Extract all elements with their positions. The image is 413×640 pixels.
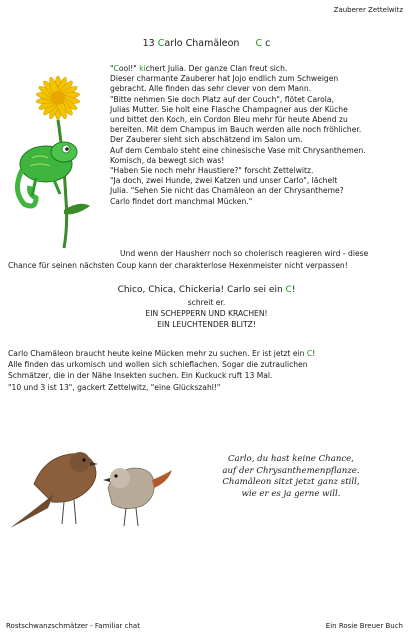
- header-label: Zauberer Zettelwitz: [333, 6, 403, 14]
- bird-right: [103, 468, 172, 526]
- paragraph-3: Carlo Chamäleon braucht heute keine Mücken mehr zu suchen. Er ist jetzt ein C! Alle finden das urkomisch und wollen sich schieflachen. Sogar die zutraulichen Schmätzer, die in der Nähe Insekten suchen. Ein Kuckuck ruft 13 Mal. "10 und 3 ist 13", gackert Zettelwitz, "eine Glückszahl!": [8, 349, 316, 392]
- chameleon: [17, 142, 77, 206]
- chrysanthemum-flower: [36, 76, 81, 120]
- chameleon-chrysanthemum-illustration: [6, 60, 106, 250]
- chat-birds-illustration: [4, 424, 174, 534]
- poem: Carlo, du hast keine Chance, auf der Chrysanthemenpflanze. Chamäleon sitzt jetzt ganz still, wie er es ja gerne will.: [222, 454, 360, 499]
- page-title: 13 Carlo Chamäleon C c: [142, 38, 271, 49]
- footer-right: Ein Rosie Breuer Buch: [325, 622, 403, 630]
- paragraph-1: "Cool!" kichert Julia. Der ganze Clan freut sich. Dieser charmante Zauberer hat Jojo endlich zum Schweigen gebracht. Alle finden das sehr clever von dem Mann. "Bitte nehmen Sie doch Platz auf der Couch", flötet Carola, Julias Mutter. Sie holt eine Flasche Champagner aus der Küche und bittet den Koch, ein Cordon Bleu mehr für heute Abend zu bereiten. Mit dem Champus im Bauch werden alle noch fröhlicher. Der Zauberer sieht sich abschätzend im Salon um. Auf dem Cembalo steht eine chinesische Vase mit Chrysanthemen. Komisch, da bewegt sich was! "Haben Sie noch mehr Haustiere?" forscht Zettelwitz. "Ja doch, zwei Hunde, zwei Katzen und unser Carlo", lächelt Julia. "Sehen Sie nicht das Chamäleon an der Chrysantheme? Carlo findet dort manchmal Mücken.": [110, 64, 366, 206]
- footer-left: Rostschwanzschmätzer - Familiar chat: [6, 622, 140, 630]
- paragraph-2: Und wenn der Hausherr noch so cholerisch reagieren wird - diese Chance für seinen nächsten Coup kann der charakterlose Hexenmeister nicht verpassen!: [8, 249, 369, 270]
- spell-shout: Chico, Chica, Chickeria! Carlo sei ein C! schreit er. EIN SCHEPPERN UND KRACHEN! EIN LEUCHTENDER BLITZ!: [117, 285, 296, 329]
- bird-left: [10, 452, 98, 528]
